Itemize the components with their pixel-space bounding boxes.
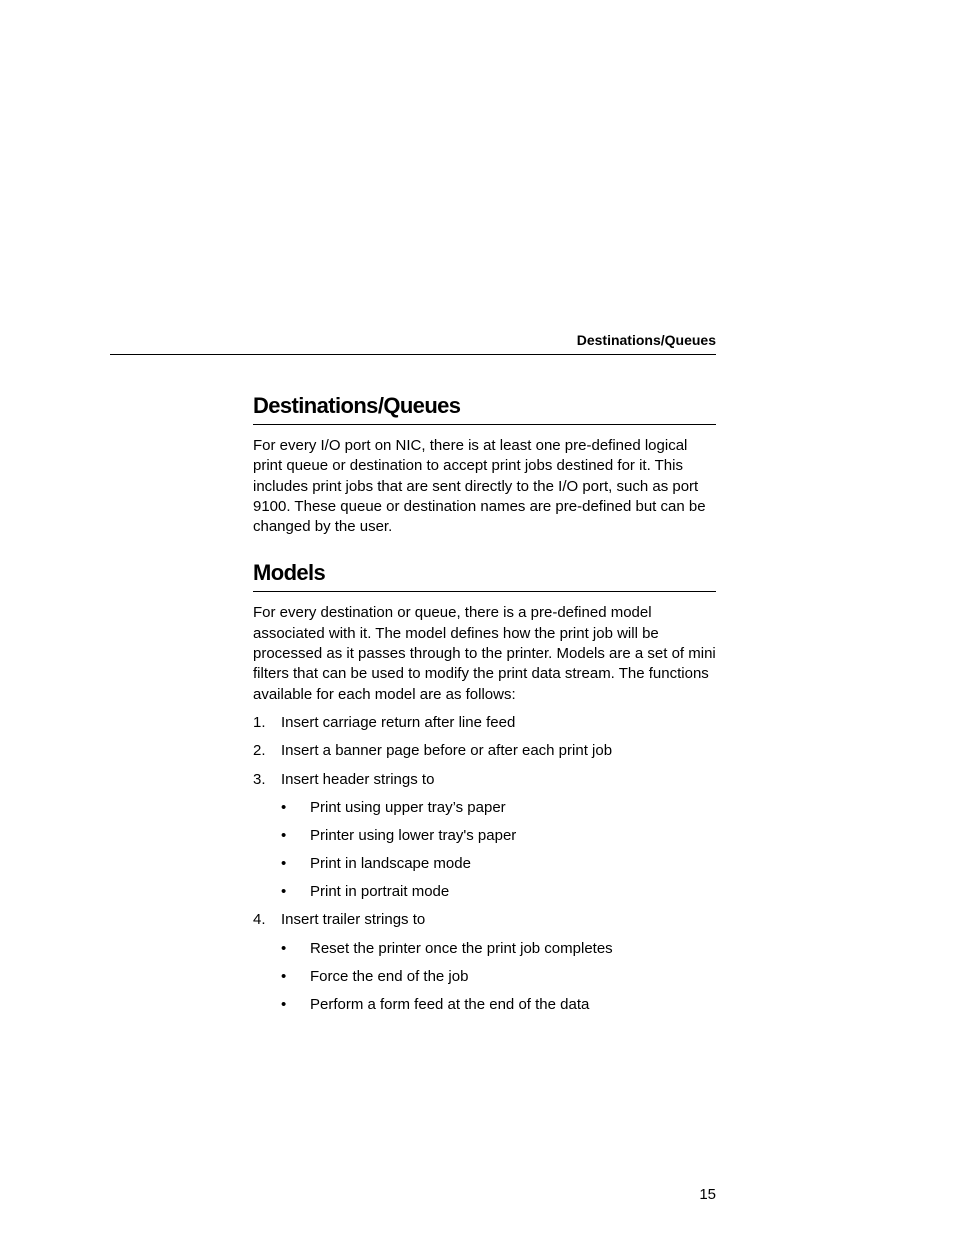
sublist-item-text: Print using upper tray’s paper: [310, 799, 506, 817]
bullet-icon: •: [281, 827, 287, 845]
bullet-icon: •: [281, 939, 287, 957]
bullet-icon: •: [281, 967, 287, 985]
list-item-number: 2.: [253, 742, 266, 760]
sublist-item: [253, 967, 716, 995]
page-content: [253, 391, 716, 1023]
model-functions-list: [253, 713, 716, 1023]
header-strings-sublist: [253, 798, 716, 910]
sublist-item-text: Print in landscape mode: [310, 855, 471, 873]
sublist-item-text: Printer using lower tray's paper: [310, 827, 517, 845]
sublist-item: [253, 826, 716, 854]
list-item-text: Insert trailer strings to: [281, 911, 426, 929]
list-item-text: Insert carriage return after line feed: [281, 713, 516, 731]
section-heading-models: Models: [253, 558, 716, 592]
list-item-text: Insert a banner page before or after each print job: [281, 742, 613, 760]
page-number: 15: [699, 1186, 716, 1203]
list-item-number: 4.: [253, 911, 266, 929]
models-paragraph: For every destination or queue, there is a pre-defined model associated with it. The model defines how the print job will be processed as it passes through to the printer. Models are a set of mini filters that can be used to modify the print data stream. The functions available for each model are as follows:: [253, 604, 716, 703]
sublist-item: [253, 995, 716, 1023]
list-item-number: 3.: [253, 770, 266, 788]
running-header-title: Destinations/Queues: [576, 332, 716, 348]
sublist-item: [253, 798, 716, 826]
sublist-item: [253, 882, 716, 910]
list-item: [253, 770, 716, 911]
bullet-icon: •: [281, 855, 287, 873]
trailer-strings-sublist: [253, 939, 716, 1023]
section-heading-destinations: Destinations/Queues: [253, 391, 716, 425]
sublist-item-text: Reset the printer once the print job completes: [310, 939, 613, 957]
list-item-number: 1.: [253, 713, 266, 731]
sublist-item: [253, 854, 716, 882]
bullet-icon: •: [281, 799, 287, 817]
list-item: [253, 910, 716, 1023]
destinations-paragraph: For every I/O port on NIC, there is at least one pre-defined logical print queue or destination to accept print jobs destined for it. This includes print jobs that are sent directly to the I/O port, such as port 9100. These queue or destination names are pre-defined but can be changed by the user.: [253, 437, 706, 536]
running-header: [110, 331, 716, 355]
sublist-item: [253, 939, 716, 967]
list-item-text: Insert header strings to: [281, 770, 435, 788]
bullet-icon: •: [281, 883, 287, 901]
sublist-item-text: Print in portrait mode: [310, 883, 450, 901]
sublist-item-text: Perform a form feed at the end of the data: [310, 995, 590, 1013]
sublist-item-text: Force the end of the job: [310, 967, 469, 985]
bullet-icon: •: [281, 995, 287, 1013]
list-item: [253, 713, 716, 742]
list-item: [253, 741, 716, 770]
